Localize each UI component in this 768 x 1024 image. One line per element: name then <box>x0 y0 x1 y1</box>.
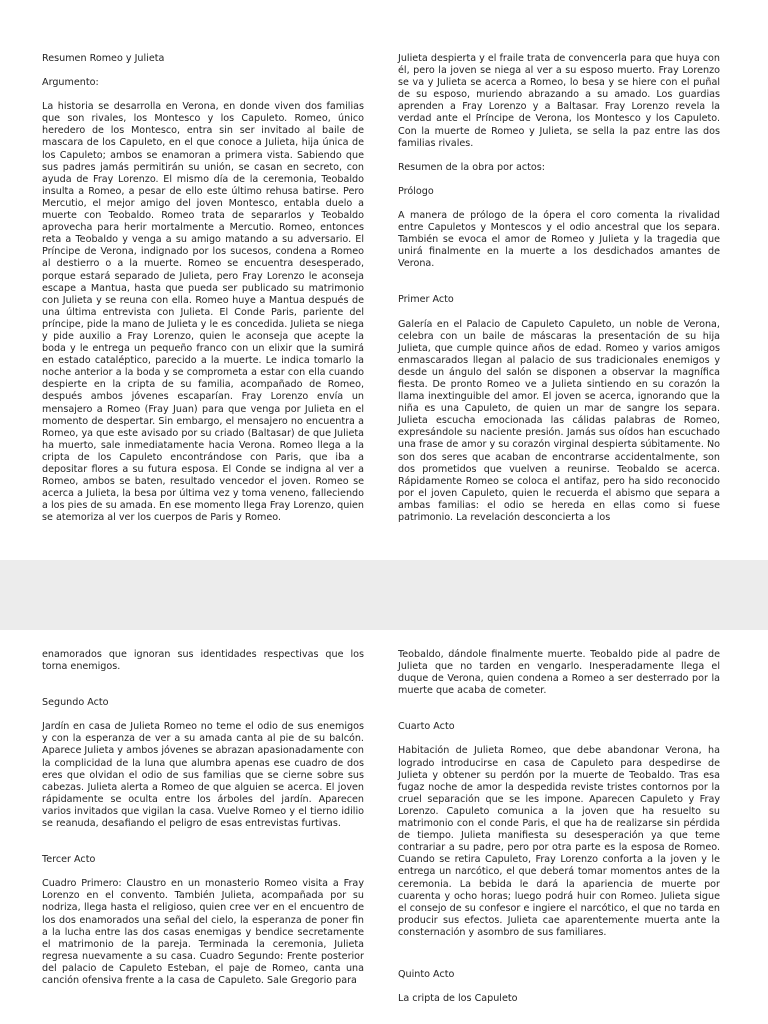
page2-left-column <box>42 649 364 987</box>
document-title: Resumen Romeo y Julieta <box>42 53 165 64</box>
prologo-paragraph: A manera de prólogo de la ópera el coro comenta la rivalidad entre Capuletos y Montescos y el odio ancestral que los separa. También se evoca el amor de Romeo y Julieta y la tragedia que unirá finalmente en la muerte a los desdichados amantes de Verona. <box>398 209 720 270</box>
page2-right-column <box>398 649 720 1005</box>
page1-left-column <box>42 53 364 536</box>
resumen-heading: Resumen de la obra por actos: <box>398 161 546 173</box>
tercer-acto-continuation-paragraph: Teobaldo, dándole finalmente muerte. Teobaldo pide al padre de Julieta que no tarden en vengarlo. Inesperadamente llega el duque de Verona, quien condena a Romeo a ser desterrado por la muerte que acaba de cometer. <box>398 649 720 697</box>
cuarto-acto-heading: Cuarto Acto <box>398 721 455 733</box>
argumento-paragraph: La historia se desarrolla en Verona, en donde viven dos familias que son rivales, los Montesco y los Capuleto. Romeo, único heredero de los Montesco, entra sin ser invitado al baile de mascara de los Capuleto, en el que conoce a Julieta, hija única de los Capuleto; ambos se enamoran a primera vista. Sabiendo que sus padres jamás permitirán su unión, se casan en secreto, con ayuda de Fray Lorenzo. El mismo día de la ceremonia, Teobaldo insulta a Romeo, a pesar de ello este último rehusa batirse. Pero Mercutio, el mejor amigo del joven Montesco, entabla duelo a muerte con Teobaldo. Romeo trata de separarlos y Teobaldo aprovecha para herir mortalmente a Mercutio. Romeo, entonces reta a Teobaldo y venga a su amigo matando a su adversario. El Príncipe de Verona, indignado por los sucesos, condena a Romeo al destierro o a la muerte. Romeo se encuentra desesperado, porque estará separado de Julieta, pero Fray Lorenzo le aconseja escape a Mantua, hasta que pueda ser publicado su matrimonio con Julieta y se reuna con ella. Romeo huye a Mantua después de una última entrevista con Julieta. El Conde Paris, pariente del príncipe, pide la mano de Julieta y le es concedida. Julieta se niega y pide auxilio a Fray Lorenzo, quien le aconseja que acepte la boda y le entrega un pequeño franco con un elixir que la sumirá en estado cataléptico, parecido a la muerte. Le indica tomarlo la noche anterior a la boda y se comprometa a estar con ella cuando despierte en la cripta de su familia, acompañado de Romeo, después ambos jóvenes escaparían. Fray Lorenzo envía un mensajero a Romeo (Fray Juan) para que venga por Julieta en el momento de despertar. Sin embargo, el mensajero no encuentra a Romeo, ya que este avisado por su criado (Baltasar) de que Julieta ha muerto, sale inmediatamente hacia Verona. Romeo llega a la cripta de los Capuleto encontrándose con Paris, que iba a depositar flores a su futura esposa. El Conde se indigna al ver a Romeo, ambos se baten, resultado vencedor el joven. Romeo se acerca a Julieta, la besa por última vez y toma veneno, falleciendo a los pies de su amada. En ese momento llega Fray Lorenzo, quien se atemoriza al ver los cuerpos de Paris y Romeo. <box>42 101 364 524</box>
page1-right-column <box>398 53 720 524</box>
primer-acto-paragraph: Galería en el Palacio de Capuleto Capuleto, un noble de Verona, celebra con un baile de máscaras la presentación de su hija Julieta, que cumple quince años de edad. Romeo y varios amigos enmascarados llegan al palacio de sus tradicionales enemigos y desde un ángulo del salón se disponen a observar la magnífica fiesta. De pronto Romeo ve a Julieta sintiendo en su corazón la llama inextinguible del amor. El joven se acerca, ignorando que la niña es una Capuleto, de quien un mar de sangre los separa. Julieta escucha emocionada las cálidas palabras de Romeo, expresándole su naciente presión. Jamás sus oídos han escuchado una frase de amor y su corazón virginal despierta súbitamente. No son dos seres que acaban de encontrarse accidentalmente, son dos prometidos que vuelven a reunirse. Teobaldo se acerca. Rápidamente Romeo se coloca el antifaz, pero ha sido reconocido por el joven Capuleto, quien le recuerda el abismo que separa a ambas familias: el odio se hereda en ellas como si fuese patrimonio. La revelación desconcierta a los <box>398 318 720 523</box>
document-page-2 <box>0 630 768 1024</box>
segundo-acto-heading: Segundo Acto <box>42 697 109 709</box>
quinto-acto-heading: Quinto Acto <box>398 968 455 980</box>
quinto-acto-paragraph: La cripta de los Capuleto <box>398 993 518 1005</box>
primer-acto-heading: Primer Acto <box>398 294 454 306</box>
cuarto-acto-paragraph: Habitación de Julieta Romeo, que debe abandonar Verona, ha logrado introducirse en casa de Capuleto para despedirse de Julieta y obtener su perdón por la muerte de Teobaldo. Tras esa fugaz noche de amor la despedida reviste tristes contornos por la cruel separación que se les impone. Aparecen Capuleto y Fray Lorenzo. Capuleto comunica a la joven que ha resuelto su matrimonio con el conde Paris, el que ha de realizarse sin pérdida de tiempo. Julieta manifiesta su desesperación ya que teme contrariar a su padre, pero por otra parte es la esposa de Romeo. Cuando se retira Capuleto, Fray Lorenzo conforta a la joven y le entrega un narcótico, el que deberá tomar momentos antes de la ceremonia. La bebida le dará la apariencia de muerte por cuarenta y ocho horas; luego podrá huir con Romeo. Julieta sigue el consejo de su confesor e ingiere el narcótico, el que no tarda en producir sus efectos. Julieta cae aparentemente muerta ante la consternación y asombro de sus familiares. <box>398 745 720 938</box>
segundo-acto-paragraph: Jardín en casa de Julieta Romeo no teme el odio de sus enemigos y con la esperanza de ver a su amada canta al pie de su balcón. Aparece Julieta y ambos jóvenes se abrazan apasionadamente con la complicidad de la luna que alumbra apenas ese cuadro de dos eres que olvidan el odio de sus familias que se cierne sobre sus cabezas. Julieta alerta a Romeo de que alguien se acerca. El joven rápidamente se oculta entre los árboles del jardín. Aparecen varios invitados que vigilan la casa. Vuelve Romeo y el tierno idilio se reanuda, desafiando el peligro de esas entrevistas furtivas. <box>42 721 364 830</box>
argumento-heading: Argumento: <box>42 77 99 89</box>
primer-acto-continuation-paragraph: enamorados que ignoran sus identidades respectivas que los torna enemigos. <box>42 649 364 673</box>
prologo-heading: Prólogo <box>398 185 434 197</box>
tercer-acto-heading: Tercer Acto <box>42 854 96 866</box>
tercer-acto-paragraph: Cuadro Primero: Claustro en un monasterio Romeo visita a Fray Lorenzo en el convento. También Julieta, acompañada por su nodriza, llega hasta el religioso, quien cree ver en el encuentro de los dos enamorados una señal del cielo, la esperanza de poner fin a la lucha entre las dos casas enemigas y bendice secretamente el matrimonio de la pareja. Terminada la ceremonia, Julieta regresa nuevamente a su casa. Cuadro Segundo: Frente posterior del palacio de Capuleto Esteban, el paje de Romeo, canta una canción ofensiva frente a la casa de Capuleto. Sale Gregorio para <box>42 878 364 986</box>
argumento-continuation-paragraph: Julieta despierta y el fraile trata de convencerla para que huya con él, pero la joven se niega al ver a su esposo muerto. Fray Lorenzo se va y Julieta se acerca a Romeo, lo besa y se hiere con el puñal de su esposo, muriendo abrazando a su amado. Los guardias aprenden a Fray Lorenzo y a Baltasar. Fray Lorenzo revela la verdad ante el Príncipe de Verona, los Montesco y los Capuleto. Con la muerte de Romeo y Julieta, se sella la paz entre las dos familias rivales. <box>398 53 720 149</box>
